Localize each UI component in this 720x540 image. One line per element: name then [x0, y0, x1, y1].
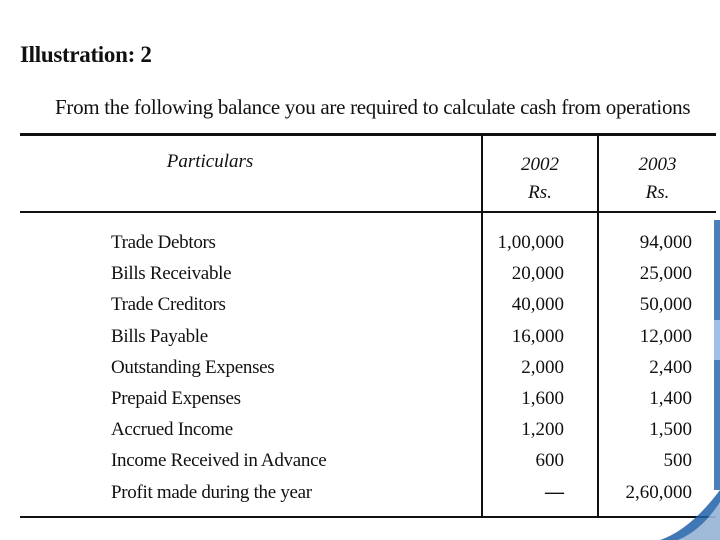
row-value-2003: 1,400	[649, 387, 692, 409]
row-value-2003: 1,500	[649, 419, 692, 441]
column-header-2002	[483, 151, 597, 207]
column-header-2003-year: 2003	[638, 154, 677, 175]
row-value-2003: 25,000	[639, 263, 692, 285]
row-label: Prepaid Expenses	[111, 387, 241, 409]
row-label: Outstanding Expenses	[111, 356, 275, 378]
table-row	[0, 416, 720, 447]
table-row	[0, 260, 720, 291]
column-header-2002-unit: Rs.	[528, 182, 552, 203]
row-value-2002: 40,000	[511, 294, 564, 316]
row-value-2002: 16,000	[511, 325, 564, 347]
row-value-2002: 600	[535, 450, 564, 472]
row-value-2003: 12,000	[639, 325, 692, 347]
row-value-2003: 500	[663, 450, 692, 472]
table-body	[0, 229, 720, 510]
table-row	[0, 447, 720, 478]
column-header-2003-unit: Rs.	[645, 182, 670, 203]
slide-edge-decoration	[714, 220, 720, 540]
illustration-heading: Illustration: 2	[20, 42, 152, 67]
table-row	[0, 385, 720, 416]
row-value-2002: —	[545, 481, 564, 503]
table-row	[0, 291, 720, 322]
table-row	[0, 354, 720, 385]
row-value-2003: 2,60,000	[625, 481, 692, 503]
slide-corner-decoration	[640, 490, 720, 540]
table-row	[0, 229, 720, 260]
row-label: Trade Creditors	[111, 294, 226, 316]
row-value-2002: 2,000	[521, 356, 564, 378]
row-value-2002: 20,000	[511, 263, 564, 285]
column-header-2002-year: 2002	[521, 154, 559, 175]
row-label: Bills Receivable	[111, 263, 232, 285]
row-value-2002: 1,200	[521, 419, 564, 441]
row-label: Bills Payable	[111, 325, 208, 347]
row-value-2003: 2,400	[649, 356, 692, 378]
row-label: Income Received in Advance	[111, 450, 327, 472]
column-header-2003	[599, 151, 716, 207]
row-label: Trade Debtors	[111, 232, 216, 253]
row-label: Accrued Income	[111, 419, 233, 441]
problem-statement: From the following balance you are required to calculate cash from operations	[55, 95, 691, 119]
table-row	[0, 479, 720, 510]
row-label: Profit made during the year	[111, 481, 312, 503]
row-value-2002: 1,600	[521, 387, 564, 409]
table-bottom-rule	[20, 516, 716, 518]
column-header-particulars: Particulars	[166, 151, 254, 172]
table-top-rule	[20, 133, 716, 136]
row-value-2003: 50,000	[639, 294, 692, 316]
table-row	[0, 323, 720, 354]
row-value-2002: 1,00,000	[497, 232, 564, 253]
table-header-rule	[20, 211, 716, 213]
row-value-2003: 94,000	[639, 232, 692, 253]
